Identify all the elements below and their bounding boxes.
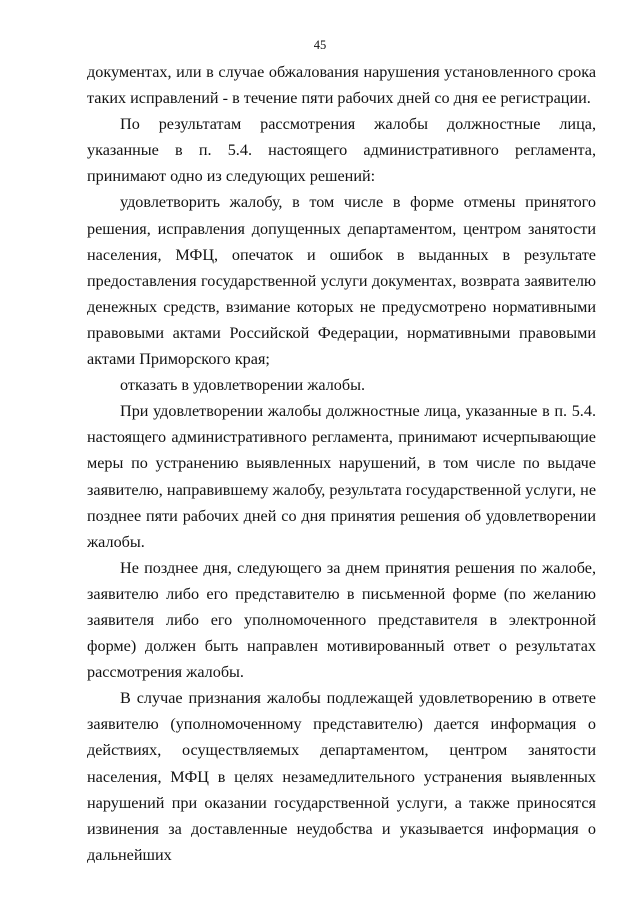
paragraph-complaint-review-results: По результатам рассмотрения жалобы должностные лица, указанные в п. 5.4. настоящего административного регламента, принимают одно из следующих решений: bbox=[87, 115, 596, 186]
paragraph-satisfy-complaint: удовлетворить жалобу, в том числе в форме отмены принятого решения, исправления допущенных департаментом, центром занятости населения, МФЦ, опечаток и ошибок в выданных в результате предоставления государственной услуги документах, возврата заявителю денежных средств, взимание которых не предусмотрено нормативными правовыми актами Российской Федерации, нормативными правовыми актами Приморского края; bbox=[87, 193, 596, 369]
paragraph-continuation: документах, или в случае обжалования нарушения установленного срока таких исправлений - в течение пяти рабочих дней со дня ее регистрации. bbox=[87, 63, 596, 108]
paragraph-reasoned-response: Не позднее дня, следующего за днем принятия решения по жалобе, заявителю либо его представителю в письменной форме (по желанию заявителя либо его уполномоченного представителя в электронной форме) должен быть направлен мотивированный ответ о результатах рассмотрения жалобы. bbox=[87, 558, 596, 682]
paragraph-refuse-complaint: отказать в удовлетворении жалобы. bbox=[120, 376, 366, 395]
paragraph-information-to-applicant: В случае признания жалобы подлежащей удовлетворению в ответе заявителю (уполномоченному представителю) дается информация о действиях, осуществляемых департаментом, центром занятости населения, МФЦ в целях незамедлительного устранения выявленных нарушений при оказании государственной услуги, а также приносятся извинения за доставленные неудобства и указывается информация о дальнейших bbox=[87, 689, 596, 864]
paragraph-measures-on-satisfaction: При удовлетворении жалобы должностные лица, указанные в п. 5.4. настоящего административного регламента, принимают исчерпывающие меры по устранению выявленных нарушений, в том числе по выдаче заявителю, направившему жалобу, результата государственной услуги, не позднее пяти рабочих дней со дня принятия решения об удовлетворении жалобы. bbox=[87, 402, 596, 551]
document-body bbox=[87, 59, 596, 868]
page-number: 45 bbox=[313, 38, 327, 52]
